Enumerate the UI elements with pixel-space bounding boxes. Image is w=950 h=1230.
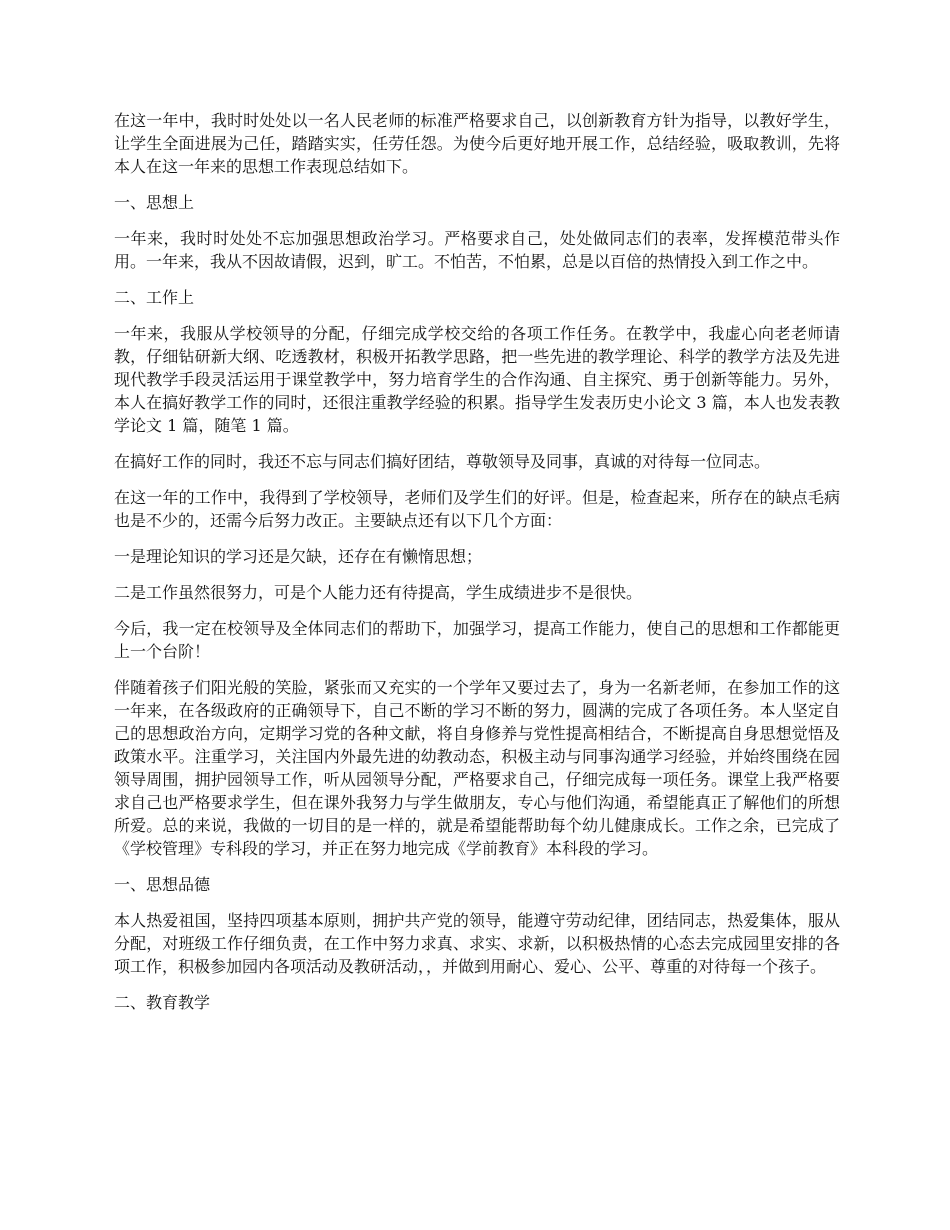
future-paragraph: 今后，我一定在校领导及全体同志们的帮助下，加强学习，提高工作能力，使自己的思想和工作都能更上一个台阶！: [114, 619, 840, 661]
section-heading-work: 二、工作上: [114, 288, 195, 307]
section-heading-teaching: 二、教育教学: [114, 993, 211, 1012]
document-body: [114, 109, 840, 1027]
morality-paragraph: 本人热爱祖国，坚持四项基本原则，拥护共产党的领导，能遵守劳动纪律，团结同志，热爱集体，服从分配，对班级工作仔细负责，在工作中努力求真、求实、求新，以积极热情的心态去完成园里安排的各项工作，积极参加园内各项活动及教研活动，，并做到用耐心、爱心、公平、尊重的对待每一个孩子。: [114, 911, 840, 976]
intro-paragraph: 在这一年中，我时时处处以一名人民老师的标准严格要求自己，以创新教育方针为指导，以教好学生，让学生全面进展为己任，踏踏实实，任劳任怨。为使今后更好地开展工作，总结经验，吸取教训，先将本人在这一年来的思想工作表现总结如下。: [114, 111, 840, 176]
evaluation-paragraph: 在这一年的工作中，我得到了学校领导，老师们及学生们的好评。但是，检查起来，所存在的缺点毛病也是不少的，还需今后努力改正。主要缺点还有以下几个方面：: [114, 488, 840, 530]
second-summary-paragraph: 伴随着孩子们阳光般的笑脸，紧张而又充实的一个学年又要过去了，身为一名新老师，在参加工作的这一年来，在各级政府的正确领导下，自己不断的学习不断的努力，圆满的完成了各项任务。本人坚定自己的思想政治方向，定期学习党的各种文献，将自身修养与党性提高相结合，不断提高自身思想觉悟及政策水平。注重学习，关注国内外最先进的幼教动态，积极主动与同事沟通学习经验，并始终围绕在园领导周围，拥护园领导工作，听从园领导分配，严格要求自己，仔细完成每一项任务。课堂上我严格要求自己也严格要求学生，但在课外我努力与学生做朋友，专心与他们沟通，希望能真正了解他们的所想所爱。总的来说，我做的一切目的是一样的，就是希望能帮助每个幼儿健康成长。工作之余，已完成了《学校管理》专科段的学习，并正在努力地完成《学前教育》本科段的学习。: [114, 678, 840, 858]
unity-paragraph: 在搞好工作的同时，我还不忘与同志们搞好团结，尊敬领导及同事，真诚的对待每一位同志。: [114, 452, 771, 471]
section-heading-morality: 一、思想品德: [114, 875, 211, 894]
shortcoming-one: 一是理论知识的学习还是欠缺，还存在有懒惰思想；: [114, 547, 483, 566]
shortcoming-two: 二是工作虽然很努力，可是个人能力还有待提高，学生成绩进步不是很快。: [114, 583, 643, 602]
work-paragraph: 一年来，我服从学校领导的分配，仔细完成学校交给的各项工作任务。在教学中，我虚心向老老师请教，仔细钻研新大纲、吃透教材，积极开拓教学思路，把一些先进的教学理论、科学的教学方法及先进现代教学手段灵活运用于课堂教学中，努力培育学生的合作沟通、自主探究、勇于创新等能力。另外，本人在搞好教学工作的同时，还很注重教学经验的积累。指导学生发表历史小论文 3 篇，本人也发表教学论文 1 篇，随笔 1 篇。: [114, 324, 840, 435]
thought-paragraph: 一年来，我时时处处不忘加强思想政治学习。严格要求自己，处处做同志们的表率，发挥模范带头作用。一年来，我从不因故请假，迟到，旷工。不怕苦，不怕累，总是以百倍的热情投入到工作之中。: [114, 229, 840, 271]
section-heading-thought: 一、思想上: [114, 193, 195, 212]
